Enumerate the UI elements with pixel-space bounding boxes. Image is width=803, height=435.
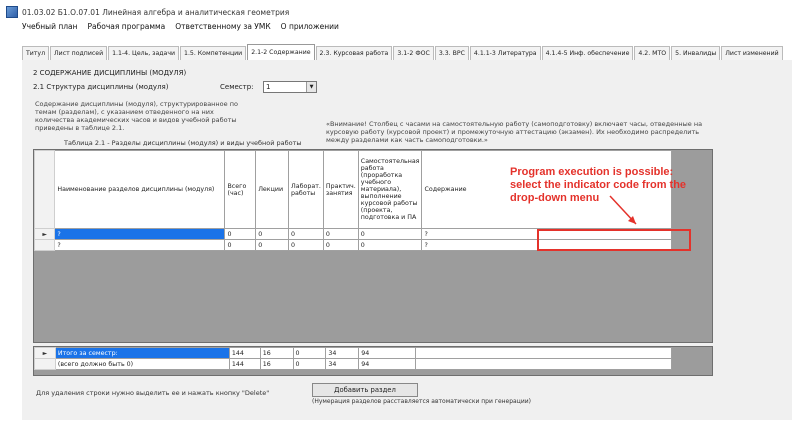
- cell-lectures[interactable]: 0: [256, 240, 289, 251]
- semester-value: 1: [266, 83, 271, 91]
- total-practice: 34: [326, 348, 359, 359]
- numbering-note: (Нумерация разделов расставляется автоматически при генерации): [312, 398, 531, 405]
- structure-label: 2.1 Структура дисциплины (модуля): [33, 83, 169, 91]
- col-header-selfwork[interactable]: Самостоятельная работа (проработка учебного материала), выполнение курсовой работы (проекта, подготовка и ПА: [358, 151, 422, 229]
- cell-total[interactable]: 0: [225, 229, 256, 240]
- total-labs: 0: [293, 348, 326, 359]
- totals-row[interactable]: [35, 359, 672, 370]
- col-header-name[interactable]: Наименование разделов дисциплины (модуля): [55, 151, 225, 229]
- window-title-bar: [6, 6, 289, 18]
- total-selfwork: 94: [359, 348, 416, 359]
- cell-selfwork[interactable]: 0: [358, 240, 422, 251]
- tab-list-podpisey[interactable]: Лист подписей: [50, 46, 107, 60]
- cell-lectures[interactable]: 0: [256, 229, 289, 240]
- app-icon: [6, 6, 18, 18]
- chevron-down-icon[interactable]: ▼: [306, 82, 316, 92]
- expected-practice: 34: [326, 359, 359, 370]
- total-lectures: 16: [260, 348, 293, 359]
- annotation-highlight-box: [537, 229, 691, 251]
- col-header-practice[interactable]: Практич. занятия: [323, 151, 358, 229]
- expected-content: [415, 359, 671, 370]
- tab-kompetencii[interactable]: 1.5. Компетенции: [180, 46, 246, 60]
- cell-total[interactable]: 0: [225, 240, 256, 251]
- semester-select[interactable]: [263, 81, 317, 93]
- row-selector-arrow-icon[interactable]: ►: [35, 229, 55, 240]
- delete-note: Для удаления строки нужно выделить ее и нажать кнопку "Delete": [36, 389, 270, 397]
- col-header-content[interactable]: Содержание: [422, 151, 672, 229]
- tab-literatura[interactable]: 4.1.1-3 Литература: [470, 46, 541, 60]
- add-section-button[interactable]: Добавить раздел: [312, 383, 418, 397]
- cell-section-name[interactable]: ?: [55, 240, 225, 251]
- tab-cel-zadachi[interactable]: 1.1-4. Цель, задачи: [108, 46, 179, 60]
- expected-label: (всего должно быть 0): [55, 359, 229, 370]
- menu-rabochaya-programma[interactable]: Рабочая программа: [87, 22, 166, 31]
- row-header-corner: [35, 151, 55, 229]
- totals-row[interactable]: [35, 348, 672, 359]
- tab-mto[interactable]: 4.2. МТО: [634, 46, 670, 60]
- menu-uchebny-plan[interactable]: Учебный план: [22, 22, 78, 31]
- col-header-total[interactable]: Всего (час): [225, 151, 256, 229]
- tab-strip: [22, 46, 792, 61]
- totals-grid[interactable]: [33, 346, 713, 376]
- warning-text: «Внимание! Столбец с часами на самостоятельную работу (самоподготовку) включает часы, отведенные на курсовую работу (курсовой проект) и промежуточную аттестацию (экзамен). Их необходимо распределить между разделами как часть самоподготовки.»: [326, 120, 703, 144]
- cell-content[interactable]: ?: [422, 229, 672, 240]
- annotation-text: Program execution is possible: select the indicator code from the drop-down menu: [510, 166, 687, 204]
- menu-o-prilozhenii[interactable]: О приложении: [280, 22, 339, 31]
- semester-label: Семестр:: [220, 83, 254, 91]
- total-content: [415, 348, 671, 359]
- table-caption: Таблица 2.1 - Разделы дисциплины (модуля) и виды учебной работы: [64, 139, 302, 147]
- tab-list-izmeneniy[interactable]: Лист изменений: [721, 46, 782, 60]
- row-selector[interactable]: [35, 359, 56, 370]
- tab-titul[interactable]: Титул: [22, 46, 49, 60]
- cell-labs[interactable]: 0: [289, 229, 324, 240]
- cell-content[interactable]: ?: [422, 240, 672, 251]
- tab-fos[interactable]: 3.1-2 ФОС: [393, 46, 434, 60]
- cell-labs[interactable]: 0: [289, 240, 324, 251]
- expected-selfwork: 94: [359, 359, 416, 370]
- total-label: Итого за семестр:: [55, 348, 229, 359]
- cell-practice[interactable]: 0: [323, 229, 358, 240]
- tab-inf-obespechenie[interactable]: 4.1.4-5 Инф. обеспечение: [542, 46, 634, 60]
- annotation-arrow-icon: [600, 190, 650, 230]
- col-header-lectures[interactable]: Лекции: [256, 151, 289, 229]
- tab-kursovaya-rabota[interactable]: 2.3. Курсовая работа: [316, 46, 393, 60]
- cell-practice[interactable]: 0: [323, 240, 358, 251]
- expected-lectures: 16: [260, 359, 293, 370]
- menu-bar: [22, 22, 339, 31]
- expected-hours: 144: [229, 359, 260, 370]
- cell-selfwork[interactable]: 0: [358, 229, 422, 240]
- expected-labs: 0: [293, 359, 326, 370]
- tab-vrs[interactable]: 3.3. ВРС: [435, 46, 469, 60]
- total-hours: 144: [229, 348, 260, 359]
- cell-section-name[interactable]: ?: [55, 229, 225, 240]
- window-title: 01.03.02 Б1.О.07.01 Линейная алгебра и аналитическая геометрия: [22, 7, 290, 17]
- totals-table: [34, 347, 672, 370]
- menu-otvetstvennomu-umk[interactable]: Ответственному за УМК: [175, 22, 271, 31]
- tab-invalidy[interactable]: 5. Инвалиды: [671, 46, 720, 60]
- description-text: Содержание дисциплины (модуля), структурированное по темам (разделам), с указанием отведенного на них количества академических часов и видов учебной работы приведены в таблице 2.1.: [35, 100, 238, 132]
- col-header-labs[interactable]: Лаборат. работы: [289, 151, 324, 229]
- tab-soderzhanie[interactable]: 2.1-2 Содержание: [247, 44, 314, 60]
- section-title: 2 СОДЕРЖАНИЕ ДИСЦИПЛИНЫ (МОДУЛЯ): [33, 69, 187, 77]
- row-selector-arrow-icon[interactable]: ►: [35, 348, 56, 359]
- row-selector[interactable]: [35, 240, 55, 251]
